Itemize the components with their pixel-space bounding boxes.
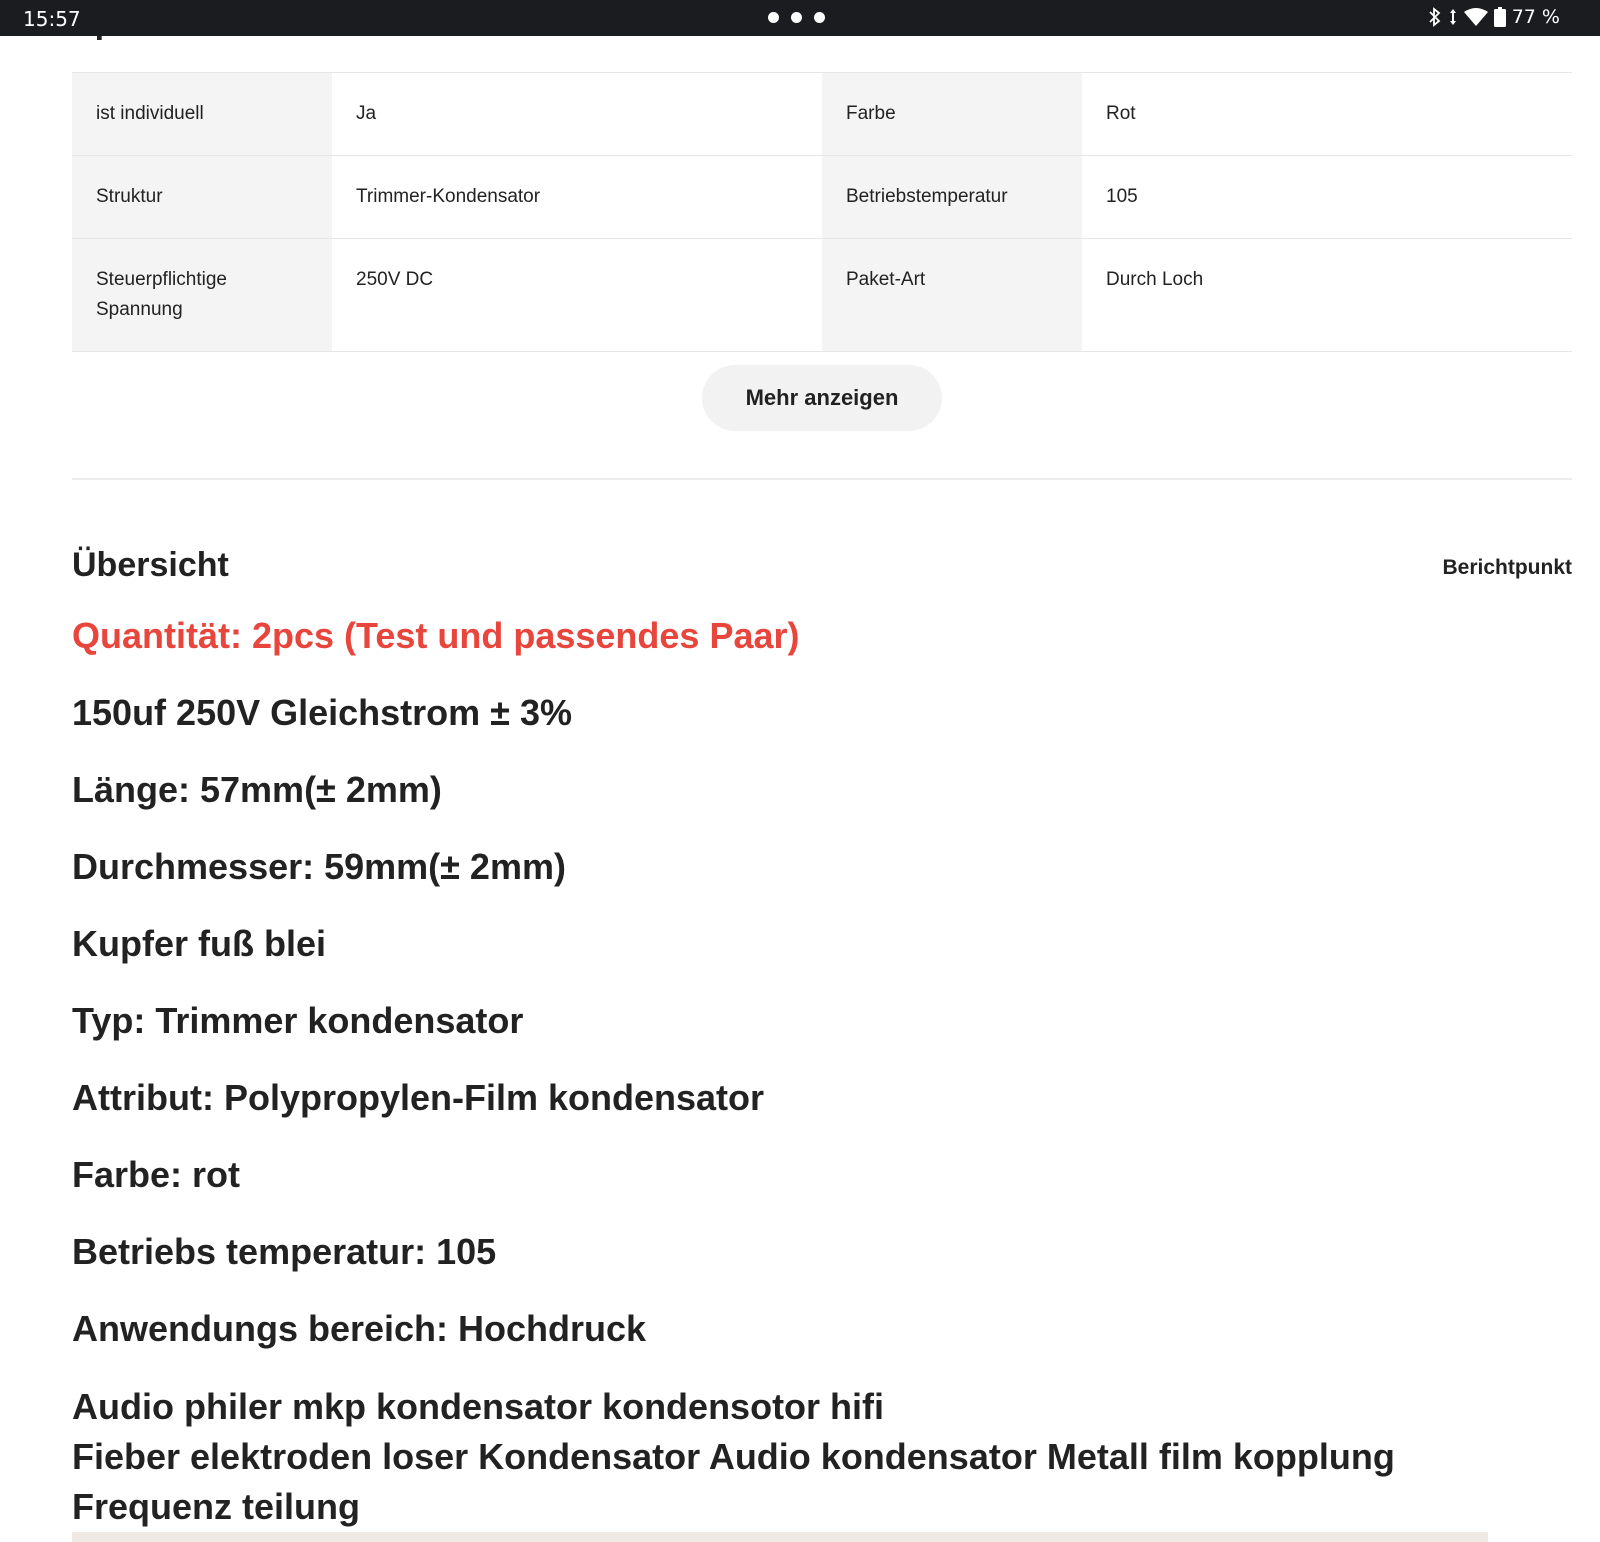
spec-value: 250V DC xyxy=(356,269,434,290)
description-line: Kupfer fuß blei xyxy=(72,923,326,964)
battery-icon xyxy=(1494,7,1506,27)
spec-row xyxy=(72,239,1572,352)
product-description xyxy=(72,612,1572,1532)
description-line: Fieber elektroden loser Kondensator Audio kondensator Metall film kopplung xyxy=(72,1436,1395,1477)
more-dots-icon[interactable] xyxy=(768,12,825,23)
description-line: Typ: Trimmer kondensator xyxy=(72,1000,524,1041)
spec-key: Steuerpflichtige Spannung xyxy=(72,239,332,352)
spec-key: Struktur xyxy=(72,156,332,239)
spec-row xyxy=(72,73,1572,156)
description-line: Frequenz teilung xyxy=(72,1486,360,1527)
report-item-link[interactable]: Berichtpunkt xyxy=(1442,556,1572,579)
battery-level: 77 % xyxy=(1511,6,1560,28)
status-time: 15:57 xyxy=(23,7,81,31)
spec-row xyxy=(72,156,1572,239)
spec-key: ist individuell xyxy=(72,73,332,156)
wifi-icon xyxy=(1464,7,1488,27)
spec-key: Betriebstemperatur xyxy=(822,156,1082,239)
description-line: Länge: 57mm(± 2mm) xyxy=(72,769,442,810)
description-line: Anwendungs bereich: Hochdruck xyxy=(72,1308,647,1349)
description-line: Durchmesser: 59mm(± 2mm) xyxy=(72,846,566,887)
spec-value: Rot xyxy=(1106,103,1136,124)
show-more-button[interactable]: Mehr anzeigen xyxy=(702,365,942,431)
spec-key: Paket-Art xyxy=(822,239,1082,352)
description-line: Attribut: Polypropylen-Film kondensator xyxy=(72,1077,765,1118)
spec-value: Durch Loch xyxy=(1106,269,1204,290)
bluetooth-icon xyxy=(1428,7,1442,27)
spec-key: Farbe xyxy=(822,73,1082,156)
section-divider xyxy=(72,478,1572,480)
description-line: Betriebs temperatur: 105 xyxy=(72,1231,497,1272)
overview-title: Übersicht xyxy=(72,546,229,584)
status-indicators xyxy=(1428,6,1560,28)
spec-value: Trimmer-Kondensator xyxy=(356,186,541,207)
product-image-preview xyxy=(72,1532,1488,1542)
description-line: Farbe: rot xyxy=(72,1154,241,1195)
description-line: Quantität: 2pcs (Test und passendes Paar) xyxy=(72,615,800,656)
description-line: Audio philer mkp kondensator kondensotor hifi xyxy=(72,1386,885,1427)
spec-value: Ja xyxy=(356,103,377,124)
spec-value: 105 xyxy=(1106,186,1138,207)
status-bar xyxy=(0,0,1600,36)
data-arrows-icon xyxy=(1448,7,1458,27)
spec-table xyxy=(72,72,1572,352)
description-line: 150uf 250V Gleichstrom ± 3% xyxy=(72,692,572,733)
